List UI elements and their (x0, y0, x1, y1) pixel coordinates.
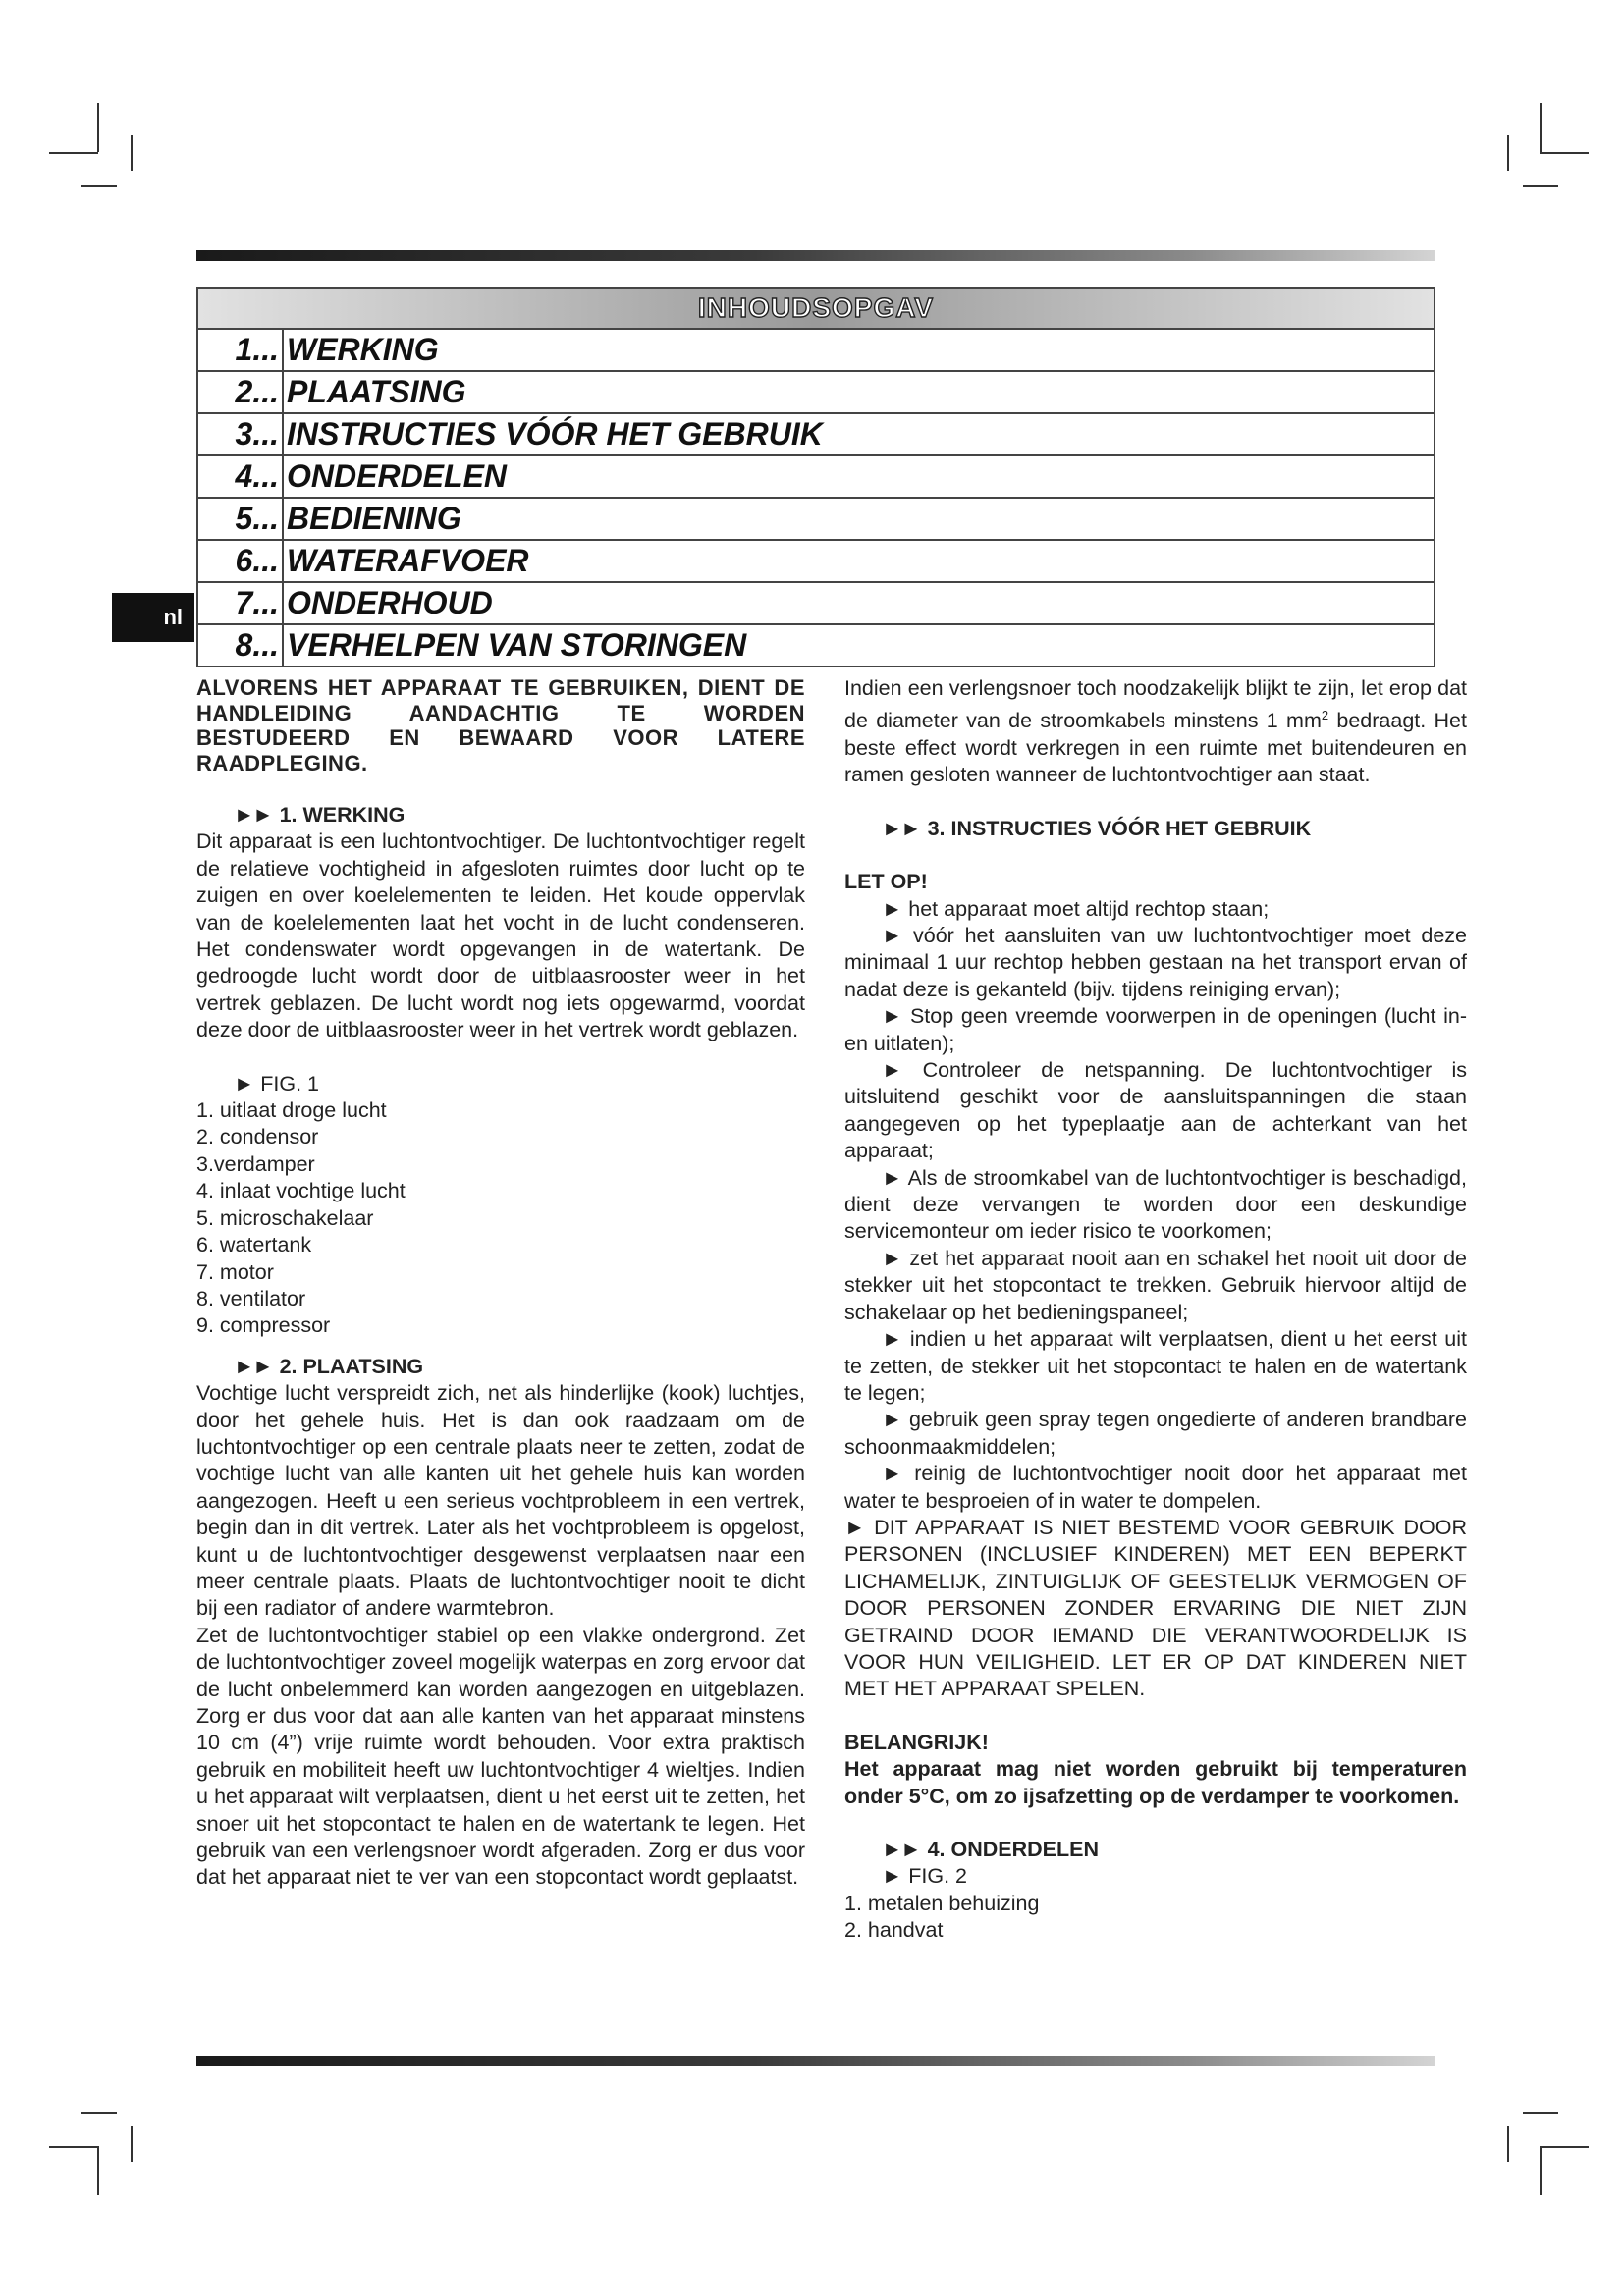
section-arrows: ►► (882, 816, 920, 840)
crop-mark-tr-h (1540, 152, 1589, 154)
top-rule (196, 250, 1435, 261)
superscript: 2 (1321, 708, 1329, 723)
instruction-item: ► reinig de luchtontvochtiger nooit door het apparaat met water te besproeien of in water te dompelen. (844, 1462, 1467, 1513)
section-arrows: ►► (234, 803, 272, 827)
toc-title: ONDERDELEN (287, 458, 508, 494)
fig2-item: 1. metalen behuizing (844, 1891, 1040, 1915)
section-heading-4 (844, 1837, 1467, 1863)
extension-cord-text: bedraagt. Het beste effect wordt verkregen in een ruimte met buitendeuren en ramen gesloten wanneer de luchtontvochtiger aan staat. (844, 709, 1467, 787)
toc-heading: INHOUDSOPGAV (697, 293, 935, 323)
instruction-item: ► gebruik geen spray tegen ongedierte of anderen brandbare schoonmaakmiddelen; (844, 1408, 1467, 1459)
fig1-item: 9. compressor (196, 1313, 331, 1338)
crop-mark-bl-v (97, 2146, 99, 2195)
table-of-contents (196, 287, 1435, 667)
fig1-item: 8. ventilator (196, 1286, 306, 1310)
fig1-item: 2. condensor (196, 1125, 319, 1149)
fig1-item: 3.verdamper (196, 1151, 315, 1176)
instruction-item: ► het apparaat moet altijd rechtop staan; (882, 896, 1270, 921)
toc-row-8 (198, 625, 1434, 666)
section-1-text: Dit apparaat is een luchtontvochtiger. De luchtontvochtiger regelt de relatieve vochtigheid in afgesloten ruimtes door lucht op te zuigen en over koelelementen te leiden. Het koude oppervlak van de koelelementen laat het vocht in de lucht condenseren. Het condenswater wordt opgevangen in de watertank. De gedroogde lucht wordt door de uitblaasrooster weer in het vertrek geblazen. De lucht wordt nog iets opgewarmd, voordat deze door de uitblaasrooster weer in het vertrek wordt geblazen. (196, 829, 805, 1042)
section-2-paragraph-1: Vochtige lucht verspreidt zich, net als hinderlijke (kook) luchtjes, door het gehele huis. Het is dan ook raadzaam om de luchtontvochtiger op een centrale plaats neer te zetten, zodat de vochtige lucht van alle kanten uit het gehele huis kan worden aangezogen. Heeft u een serieus vochtprobleem in een vertrek, begin dan in dit vertrek. Later als het vochtprobleem is opgelost, kunt u de luchtontvochtiger desgewenst verplaatsen naar een meer centrale plaats. Plaats de luchtontvochtiger nooit te dicht bij een radiator of andere warmtebron. (196, 1381, 805, 1621)
section-title: 4. ONDERDELEN (927, 1838, 1099, 1861)
toc-num: 5... (235, 501, 279, 536)
crop-mark-br-h2 (1523, 2112, 1558, 2114)
section-heading-2 (196, 1354, 805, 1380)
crop-mark-bl-h (49, 2146, 98, 2148)
caps-safety-warning: ► DIT APPARAAT IS NIET BESTEMD VOOR GEBRUIK DOOR PERSONEN (INCLUSIEF KINDEREN) MET EEN BEPERKT LICHAMELIJK, ZINTUIGLIJK OF GEESTELIJK VERMOGEN OF DOOR PERSONEN ZONDER ERVARING DIE NIET ZIJN GETRAIND DOOR IEMAND DIE VERANTWOORDELIJK IS VOOR HUN VEILIGHEID. LET ER OP DAT KINDEREN NIET MET HET APPARAAT SPELEN. (844, 1515, 1467, 1701)
toc-header (198, 289, 1434, 330)
section-title: 3. INSTRUCTIES VÓÓR HET GEBRUIK (927, 816, 1312, 840)
toc-row-5 (198, 499, 1434, 541)
extension-cord-text: Indien een verlengsnoer toch noodzakelijk blijkt te zijn, let erop dat de diameter van de stroomkabels minstens 1 mm (844, 676, 1467, 733)
fig2-item: 2. handvat (844, 1918, 944, 1943)
attention-heading: LET OP! (844, 870, 928, 894)
toc-row-7 (198, 583, 1434, 625)
toc-title: WERKING (287, 332, 439, 367)
crop-mark-tl-h2 (81, 185, 117, 187)
crop-mark-bl-v2 (131, 2126, 133, 2162)
toc-title: PLAATSING (287, 374, 466, 409)
read-manual-warning: ALVORENS HET APPARAAT TE GEBRUIKEN, DIENT DE HANDLEIDING AANDACHTIG TE WORDEN BESTUDEERD EN BEWAARD VOOR LATERE RAADPLEGING. (196, 675, 805, 775)
instruction-item: ► Stop geen vreemde voorwerpen in de openingen (lucht in- en uitlaten); (844, 1004, 1467, 1055)
section-arrows: ►► (234, 1354, 272, 1378)
crop-mark-tr-v2 (1507, 135, 1509, 171)
toc-num: 8... (235, 627, 279, 663)
section-arrows: ►► (882, 1838, 920, 1861)
instruction-item: ► indien u het apparaat wilt verplaatsen, dient u het eerst uit te zetten, de stekker uit het stopcontact te halen en de watertank te legen; (844, 1327, 1467, 1405)
crop-mark-tr-v (1540, 103, 1542, 152)
toc-row-4 (198, 456, 1434, 499)
section-heading-1 (196, 802, 805, 828)
important-heading: BELANGRIJK! (844, 1730, 989, 1754)
language-tab-label: nl (163, 605, 183, 629)
bottom-rule (196, 2056, 1435, 2066)
crop-mark-tl-h (49, 152, 98, 154)
toc-title: BEDIENING (287, 501, 461, 536)
toc-row-6 (198, 541, 1434, 583)
instruction-item: ► vóór het aansluiten van uw luchtontvochtiger moet deze minimaal 1 uur rechtop hebben gestaan na het transport ervan of nadat deze is gekanteld (bijv. tijdens reiniging ervan); (844, 924, 1467, 1001)
instruction-item: ► Controleer de netspanning. De luchtontvochtiger is uitsluitend geschikt voor de aansluitspanningen die staan aangegeven op het typeplaatje aan de achterkant van het apparaat; (844, 1058, 1467, 1163)
left-column (196, 675, 805, 1892)
toc-row-3 (198, 414, 1434, 456)
section-title: 1. WERKING (279, 803, 406, 827)
crop-mark-br-v (1540, 2146, 1542, 2195)
fig1-item: 1. uitlaat droge lucht (196, 1098, 387, 1123)
instruction-item: ► Als de stroomkabel van de luchtontvochtiger is beschadigd, dient deze vervangen te worden door een deskundige servicemonteur om ieder risico te voorkomen; (844, 1165, 1467, 1244)
toc-num: 6... (235, 543, 279, 578)
fig1-item: 6. watertank (196, 1233, 312, 1257)
crop-mark-bl-h2 (81, 2112, 117, 2114)
extension-cord-paragraph (844, 675, 1467, 789)
fig1-item: 5. microschakelaar (196, 1205, 374, 1230)
section-2-paragraph-2: Zet de luchtontvochtiger stabiel op een vlakke ondergrond. Zet de luchtontvochtiger zoveel mogelijk waterpas en zorg ervoor dat de lucht onbelemmerd kan worden aangezogen en uitgeblazen. Zorg er dus voor dat aan alle kanten van het apparaat minstens 10 cm (4”) vrije ruimte wordt behouden. Voor extra praktisch gebruik en mobiliteit heeft uw luchtontvochtiger 4 wieltjes. Indien u het apparaat wilt verplaatsen, dient u het eerst uit te zetten, het snoer uit het stopcontact te halen en de watertank te legen. Het gebruik van een verlengsnoer wordt afgeraden. Zorg er dus voor dat het apparaat niet te ver van een stopcontact wordt geplaatst. (196, 1623, 805, 1890)
crop-mark-br-v2 (1507, 2126, 1509, 2162)
toc-num: 3... (235, 416, 279, 452)
toc-row-2 (198, 372, 1434, 414)
crop-mark-br-h (1540, 2146, 1589, 2148)
fig-2-label: ► FIG. 2 (882, 1864, 967, 1889)
section-heading-3 (844, 816, 1467, 842)
toc-num: 4... (235, 458, 279, 494)
crop-mark-tl-v (97, 103, 99, 152)
language-tab (112, 593, 194, 642)
toc-title: VERHELPEN VAN STORINGEN (287, 627, 747, 663)
fig1-item: 7. motor (196, 1259, 274, 1284)
toc-row-1 (198, 330, 1434, 372)
toc-title: WATERAFVOER (287, 543, 529, 578)
toc-num: 7... (235, 585, 279, 620)
section-title: 2. PLAATSING (279, 1354, 424, 1378)
crop-mark-tr-h2 (1523, 185, 1558, 187)
toc-num: 2... (235, 374, 279, 409)
crop-mark-tl-v2 (131, 135, 133, 171)
toc-title: ONDERHOUD (287, 585, 493, 620)
important-text: Het apparaat mag niet worden gebruikt bij temperaturen onder 5°C, om zo ijsafzetting op de verdamper te voorkomen. (844, 1757, 1467, 1808)
fig-1-label: ► FIG. 1 (234, 1071, 319, 1095)
instruction-item: ► zet het apparaat nooit aan en schakel het nooit uit door de stekker uit het stopcontact te trekken. Gebruik hiervoor altijd de schakelaar op het bedieningspaneel; (844, 1246, 1467, 1324)
toc-num: 1... (235, 332, 279, 367)
toc-title: INSTRUCTIES VÓÓR HET GEBRUIK (287, 416, 823, 452)
fig1-item: 4. inlaat vochtige lucht (196, 1179, 406, 1203)
right-column (844, 675, 1467, 1945)
